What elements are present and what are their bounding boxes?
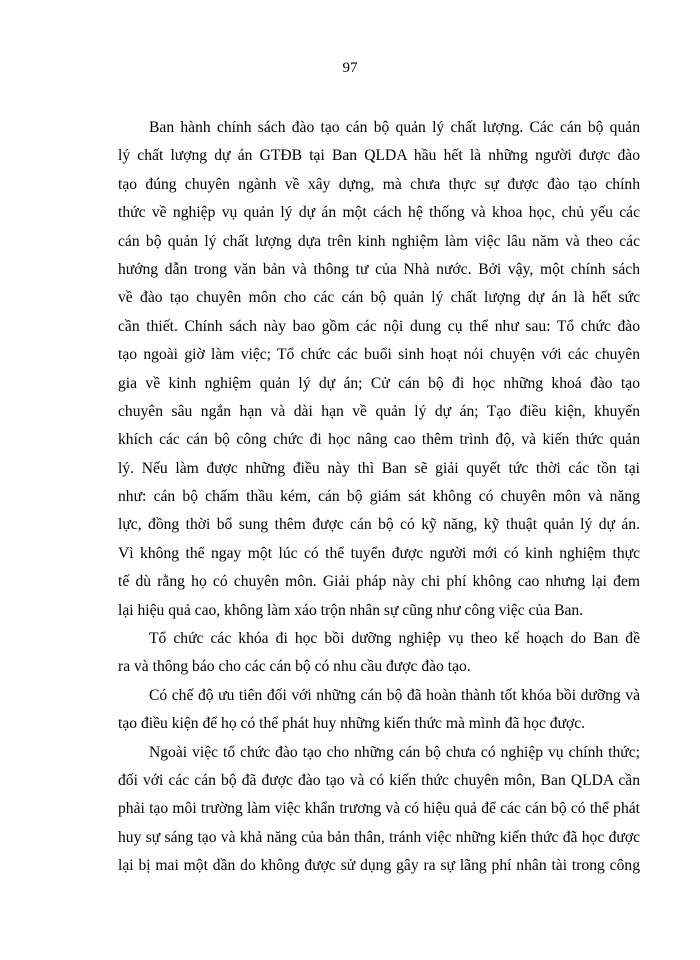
text-line: Ban hành chính sách đào tạo cán bộ quản lý chất lượng. Các cán bộ quản xyxy=(149,119,640,136)
text-line: lý. Nếu làm được những điều này thì Ban sẽ giải quyết tức thời các tồn tại xyxy=(118,459,640,477)
text-line: về đào tạo chuyên môn cho các cán bộ quản lý chất lượng dự án là hết sức xyxy=(118,289,640,307)
text-line: khích các cán bộ công chức đi học nâng cao thêm trình độ, và kiến thức quản xyxy=(118,431,640,449)
text-line: thức về nghiệp vụ quản lý dự án một cách hệ thống và khoa học, chủ yếu các xyxy=(118,204,640,222)
text-line: đối với các cán bộ đã được đào tạo và có kiến thức chuyên môn, Ban QLDA cần xyxy=(118,771,640,789)
text-line: tạo đúng chuyên ngành về xây dựng, mà chưa thực sự được đào tạo chính xyxy=(118,175,640,193)
text-line: lại hiệu quả cao, không làm xáo trộn nhân sự cũng như công việc của Ban. xyxy=(118,601,584,619)
text-line: lý chất lượng dự án GTĐB tại Ban QLDA hầu hết là những người được đào xyxy=(118,147,640,165)
text-line: tạo điều kiện để họ có thể phát huy những kiến thức mà mình đã học được. xyxy=(118,715,586,733)
page-number: 97 xyxy=(342,60,358,76)
text-line: Tổ chức các khóa đi học bồi dưỡng nghiệp vụ theo kế hoạch do Ban đề xyxy=(149,630,640,648)
paragraph xyxy=(118,114,640,625)
text-line: lại bị mai một dần do không được sử dụng gây ra sự lãng phí nhân tài trong công xyxy=(118,857,640,875)
paragraph xyxy=(118,739,640,881)
text-line: hướng dẫn trong văn bản và thông tư của Nhà nước. Bởi vậy, một chính sách xyxy=(118,260,640,278)
text-line: tế dù rằng họ có chuyên môn. Giải pháp này chi phí không cao nhưng lại đem xyxy=(118,573,640,591)
text-line: ra và thông báo cho các cán bộ có nhu cầu được đào tạo. xyxy=(118,658,471,676)
text-line: chuyên sâu ngắn hạn và dài hạn về quản lý dự án; Tạo điều kiện, khuyến xyxy=(118,402,640,420)
text-line: Có chế độ ưu tiên đối với những cán bộ đã hoàn thành tốt khóa bồi dưỡng và xyxy=(149,686,640,704)
text-line: Ngoài việc tổ chức đào tạo cho những cán bộ chưa có nghiệp vụ chính thức; xyxy=(149,743,640,761)
text-line: như: cán bộ chấm thầu kém, cán bộ giám sát không có chuyên môn và năng xyxy=(118,488,640,506)
text-line: lực, đồng thời bổ sung thêm được cán bộ có kỹ năng, kỹ thuật quản lý dự án. xyxy=(118,516,640,534)
paragraph xyxy=(118,682,640,739)
text-line: phải tạo môi trường làm việc khẩn trương và có hiệu quả để các cán bộ có thể phát xyxy=(118,800,640,818)
text-line: gia về kinh nghiệm quản lý dự án; Cử cán bộ đi học những khoá đào tạo xyxy=(118,374,640,392)
paragraph xyxy=(118,625,640,682)
page-body xyxy=(118,114,640,881)
text-line: Vì không thể ngay một lúc có thể tuyển được người mới có kinh nghiệm thực xyxy=(118,544,640,562)
text-line: tạo ngoài giờ làm việc; Tổ chức các buổi sinh hoạt nói chuyện với các chuyên xyxy=(118,346,640,364)
text-line: huy sự sáng tạo và khả năng của bản thân, tránh việc những kiến thức đã học được xyxy=(118,828,640,846)
text-line: cán bộ quản lý chất lượng dựa trên kinh nghiệm làm việc lâu năm và theo các xyxy=(118,232,640,250)
text-line: cần thiết. Chính sách này bao gồm các nội dung cụ thể như sau: Tổ chức đào xyxy=(118,317,640,335)
